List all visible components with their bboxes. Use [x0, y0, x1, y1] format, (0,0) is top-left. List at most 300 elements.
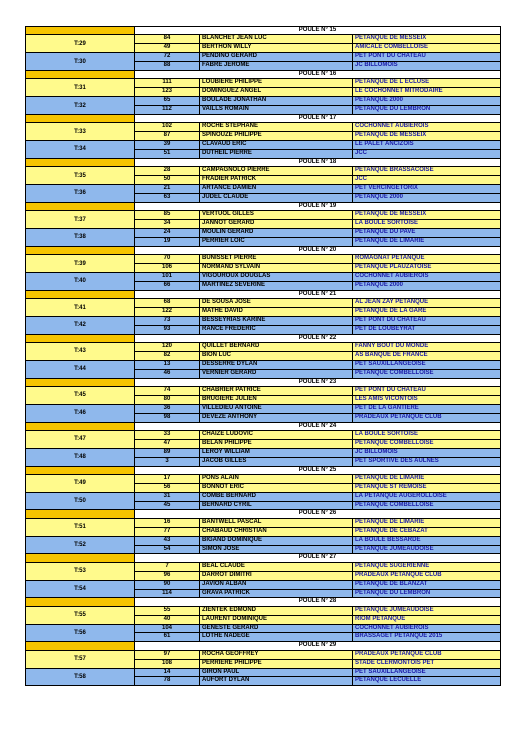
player-number: 101 — [135, 273, 200, 281]
player-number: 120 — [135, 343, 200, 351]
player-number: 47 — [135, 440, 200, 448]
poule-header — [26, 509, 500, 517]
terrain-label: T:51 — [26, 519, 135, 536]
poule-header-left-cell — [26, 291, 135, 298]
player-name: BERTHON WILLY — [200, 44, 353, 52]
table-row — [135, 361, 500, 370]
terrain-rows — [135, 537, 500, 554]
terrain-label: T:55 — [26, 607, 135, 624]
terrain-group — [26, 562, 500, 580]
terrain-group — [26, 78, 500, 96]
table-row — [135, 581, 500, 590]
club-name: LE PALET ANCIZOIS — [355, 141, 414, 148]
club-name: RIOM PETANQUE — [355, 615, 406, 622]
club-name: PET DE LA GANTIERE — [355, 404, 419, 411]
terrain-label: T:31 — [26, 79, 135, 96]
table-row — [135, 484, 500, 492]
poule-title: POULE N° 27 — [135, 554, 500, 561]
terrain-group — [26, 492, 500, 510]
table-row — [135, 651, 500, 660]
terrain-rows — [135, 405, 500, 422]
terrain-label: T:45 — [26, 387, 135, 404]
player-name: BEAL CLAUDE — [200, 563, 353, 571]
player-number: 61 — [135, 633, 200, 641]
terrain-group — [26, 404, 500, 422]
poule-title: POULE N° 26 — [135, 510, 500, 517]
poule-title: POULE N° 28 — [135, 598, 500, 605]
table-row — [135, 343, 500, 352]
terrain-label: T:39 — [26, 255, 135, 272]
poule-header-left-cell — [26, 642, 135, 649]
player-name: JUDEL CLAUDE — [200, 194, 353, 202]
terrain-rows — [135, 185, 500, 202]
table-row — [135, 458, 500, 466]
poule-title: POULE N° 17 — [135, 115, 500, 122]
player-name: COMBE BERNARD — [200, 493, 353, 501]
poule-header — [26, 641, 500, 649]
player-number: 40 — [135, 616, 200, 624]
player-number: 24 — [135, 229, 200, 237]
player-name: ARTANCE DAMIEN — [200, 185, 353, 193]
terrain-label: T:49 — [26, 475, 135, 492]
terrain-label: T:34 — [26, 141, 135, 158]
player-name: RANCE FRÉDERIC — [200, 326, 353, 334]
player-number: 19 — [135, 238, 200, 246]
terrain-group — [26, 606, 500, 624]
player-number: 36 — [135, 405, 200, 413]
player-name: DESSERRE DYLAN — [200, 361, 353, 369]
table-row — [135, 176, 500, 184]
table-row — [135, 677, 500, 685]
club-name: PETANQUE SUGERIENNE — [355, 562, 430, 569]
club-name: PETANQUE DU LEMBRON — [355, 589, 431, 596]
table-row — [135, 405, 500, 414]
player-name: BOULADE JONATHAN — [200, 97, 353, 105]
player-name: LAURENT DOMINIQUE — [200, 616, 353, 624]
player-number: 97 — [135, 651, 200, 659]
table-row — [135, 97, 500, 106]
terrain-group — [26, 166, 500, 184]
terrain-label: T:38 — [26, 229, 135, 246]
terrain-label: T:52 — [26, 537, 135, 554]
club-name: PETANQUE 2000 — [355, 281, 403, 288]
terrain-group — [26, 518, 500, 536]
terrain-label: T:41 — [26, 299, 135, 316]
player-name: ROCHA GEOFFREY — [200, 651, 353, 659]
terrain-rows — [135, 53, 500, 70]
terrain-group — [26, 430, 500, 448]
terrain-label: T:40 — [26, 273, 135, 290]
player-name: GENESTE GÉRARD — [200, 625, 353, 633]
player-name: BIGAND DOMINIQUE — [200, 537, 353, 545]
club-name: PETANQUE DE LA GARE — [355, 308, 427, 314]
terrain-rows — [135, 581, 500, 598]
player-number: 122 — [135, 308, 200, 316]
club-name: PETANQUE DU PAVE — [355, 228, 416, 235]
club-name: PETANQUE DE L ECLUSE — [355, 79, 430, 86]
player-number: 49 — [135, 44, 200, 52]
terrain-group — [26, 210, 500, 228]
poule-header — [26, 597, 500, 605]
poule-header-left-cell — [26, 159, 135, 166]
terrain-group — [26, 316, 500, 334]
club-name: COCHONNET AUBIEROIS — [355, 272, 429, 279]
club-name: PETANQUE DE BLANZAT — [355, 580, 428, 587]
player-number: 112 — [135, 106, 200, 114]
poule-title: POULE N° 21 — [135, 291, 500, 298]
poule-title: POULE N° 29 — [135, 642, 500, 649]
terrain-label: T:48 — [26, 449, 135, 466]
poule-header-left-cell — [26, 510, 135, 517]
player-name: LOTHE NADEGE — [200, 633, 353, 641]
player-name: DEVEZE ANTHONY — [200, 414, 353, 422]
club-name: PETANQUE LECUELLE — [355, 677, 422, 684]
table-row — [135, 563, 500, 572]
poule-header — [26, 27, 500, 34]
player-name: QUILLET BERNARD — [200, 343, 353, 351]
terrain-label: T:43 — [26, 343, 135, 360]
player-number: 85 — [135, 211, 200, 219]
terrain-rows — [135, 607, 500, 624]
player-name: BESSEYRIAS KARINE — [200, 317, 353, 325]
player-name: GRAVA PATRICK — [200, 590, 353, 598]
player-number: 74 — [135, 387, 200, 395]
player-name: VILLEDIEU ANTOINE — [200, 405, 353, 413]
terrain-rows — [135, 625, 500, 642]
club-name: PET SAUXILLANGEOISE — [355, 360, 426, 367]
table-row — [135, 79, 500, 88]
poule-title: POULE N° 20 — [135, 247, 500, 254]
player-number: 50 — [135, 176, 200, 184]
table-row — [135, 572, 500, 580]
club-name: LA PETANQUE AUGEROLLOISE — [355, 492, 447, 499]
terrain-rows — [135, 35, 500, 52]
player-number: 72 — [135, 53, 200, 61]
table-row — [135, 387, 500, 396]
player-number: 17 — [135, 475, 200, 483]
club-name: PETANQUE 2000 — [355, 193, 403, 200]
player-number: 63 — [135, 194, 200, 202]
table-row — [135, 220, 500, 228]
player-number: 73 — [135, 317, 200, 325]
player-number: 82 — [135, 352, 200, 360]
poule-title: POULE N° 18 — [135, 159, 500, 166]
poule-title: POULE N° 24 — [135, 423, 500, 430]
player-name: BANTWELL PASCAL — [200, 519, 353, 527]
terrain-rows — [135, 141, 500, 158]
table-row — [135, 519, 500, 528]
club-name: PETANQUE DE MESSEIX — [355, 35, 427, 42]
player-number: 106 — [135, 264, 200, 272]
player-number: 102 — [135, 123, 200, 131]
terrain-group — [26, 140, 500, 158]
club-name: LA BOULE SORTOISE — [355, 220, 419, 227]
player-name: LEROY WILLIAM — [200, 449, 353, 457]
terrain-group — [26, 122, 500, 140]
terrain-rows — [135, 669, 500, 686]
club-name: BRASSAGET PETANQUE 2015 — [355, 633, 443, 640]
table-row — [135, 396, 500, 404]
player-number: 68 — [135, 299, 200, 307]
poule-header — [26, 70, 500, 78]
table-row — [135, 449, 500, 458]
player-number: 104 — [135, 625, 200, 633]
table-row — [135, 590, 500, 598]
terrain-group — [26, 228, 500, 246]
player-number: 45 — [135, 502, 200, 510]
table-row — [135, 141, 500, 150]
terrain-group — [26, 386, 500, 404]
club-name: PETANQUE COMBELLOISE — [355, 439, 434, 446]
table-row — [135, 211, 500, 220]
club-name: LA BOULE BESSARDE — [355, 536, 421, 543]
player-number: 93 — [135, 326, 200, 334]
poule-header-left-cell — [26, 379, 135, 386]
player-name: SPINOUZE PHILIPPE — [200, 132, 353, 140]
table-row — [135, 352, 500, 360]
player-name: CHABAUD CHRISTIAN — [200, 528, 353, 536]
table-row — [135, 282, 500, 290]
player-number: 56 — [135, 484, 200, 492]
table-row — [135, 194, 500, 202]
terrain-rows — [135, 387, 500, 404]
player-name: FABRE JÉROME — [200, 62, 353, 70]
terrain-label: T:56 — [26, 625, 135, 642]
terrain-rows — [135, 211, 500, 228]
player-number: 78 — [135, 677, 200, 685]
player-name: DE SOUSA JOSÉ — [200, 299, 353, 307]
player-name: JANNOT GÉRARD — [200, 220, 353, 228]
terrain-label: T:57 — [26, 651, 135, 668]
player-name: LOUBIERE PHILIPPE — [200, 79, 353, 87]
poule-header-left-cell — [26, 27, 135, 34]
player-number: 14 — [135, 669, 200, 677]
terrain-rows — [135, 255, 500, 272]
terrain-label: T:35 — [26, 167, 135, 184]
club-name: PRADEAUX PETANQUE CLUB — [355, 413, 442, 420]
player-name: FRADIER PATRICK — [200, 176, 353, 184]
poule-header-left-cell — [26, 203, 135, 210]
poule-header — [26, 422, 500, 430]
player-name: VERNIER GÉRARD — [200, 370, 353, 378]
table-row — [135, 616, 500, 624]
club-name: PETANQUE JUMEAUDOISE — [355, 545, 434, 552]
terrain-group — [26, 96, 500, 114]
poule-header-left-cell — [26, 467, 135, 474]
terrain-rows — [135, 167, 500, 184]
club-name: PET PONT DU CHATEAU — [355, 387, 426, 394]
player-number: 80 — [135, 396, 200, 404]
terrain-rows — [135, 493, 500, 510]
player-name: PERRIER LOÏC — [200, 238, 353, 246]
terrain-group — [26, 448, 500, 466]
player-number: 98 — [135, 414, 200, 422]
player-name: MOULIN GÉRARD — [200, 229, 353, 237]
player-name: PONS ALAIN — [200, 475, 353, 483]
player-number: 31 — [135, 493, 200, 501]
club-name: LES AMIS VICONTOIS — [355, 395, 418, 402]
terrain-label: T:36 — [26, 185, 135, 202]
player-number: 114 — [135, 590, 200, 598]
terrain-rows — [135, 431, 500, 448]
player-name: MARTINEZ SÉVERINE — [200, 282, 353, 290]
player-name: BLANCHET JEAN LUC — [200, 35, 353, 43]
poule-header — [26, 246, 500, 254]
club-name: PET VERCINGETORIX — [355, 185, 418, 192]
player-number: 87 — [135, 132, 200, 140]
table-row — [135, 167, 500, 176]
club-name: PRADEAUX PETANQUE CLUB — [355, 571, 442, 578]
terrain-group — [26, 52, 500, 70]
club-name: PETANQUE BRASSACOISE — [355, 167, 434, 174]
poule-header-left-cell — [26, 115, 135, 122]
terrain-group — [26, 34, 500, 52]
club-name: PETANQUE JUMEAUDOISE — [355, 606, 434, 613]
player-name: DOMINGUEZ ANGEL — [200, 88, 353, 96]
club-name: AMICALE COMBELLOISE — [355, 44, 428, 51]
terrain-rows — [135, 519, 500, 536]
terrain-group — [26, 342, 500, 360]
player-number: 28 — [135, 167, 200, 175]
player-name: AUFORT DYLAN — [200, 677, 353, 685]
poule-header — [26, 290, 500, 298]
player-number: 88 — [135, 62, 200, 70]
player-name: MATHE DAVID — [200, 308, 353, 316]
club-name: PETANQUE DE LIMARIE — [355, 237, 425, 244]
table-row — [135, 106, 500, 114]
terrain-rows — [135, 317, 500, 334]
player-number: 3 — [135, 458, 200, 466]
club-name: PETANQUE DE LIMARIE — [355, 474, 425, 481]
player-name: VERTUOL GILLES — [200, 211, 353, 219]
club-name: ROMAGNAT PETANQUE — [355, 255, 425, 262]
player-name: JACOB GILLES — [200, 458, 353, 466]
player-number: 33 — [135, 431, 200, 439]
player-number: 70 — [135, 255, 200, 263]
table-row — [135, 440, 500, 448]
player-name: BUNISSET PIERRE — [200, 255, 353, 263]
terrain-group — [26, 360, 500, 378]
terrain-group — [26, 580, 500, 598]
club-name: AL JEAN ZAY PETANQUE — [355, 299, 429, 306]
club-name: PETANQUE DE LIMARIE — [355, 518, 425, 525]
terrain-label: T:53 — [26, 563, 135, 580]
poule-title: POULE N° 15 — [135, 27, 500, 34]
poule-title: POULE N° 25 — [135, 467, 500, 474]
terrain-group — [26, 624, 500, 642]
terrain-label: T:54 — [26, 581, 135, 598]
table-row — [135, 53, 500, 62]
table-row — [135, 264, 500, 272]
player-number: 46 — [135, 370, 200, 378]
player-number: 77 — [135, 528, 200, 536]
club-name: PETANQUE DU LEMBRON — [355, 106, 431, 113]
poule-header-left-cell — [26, 554, 135, 561]
player-name: GIRON PAUL — [200, 669, 353, 677]
player-number: 39 — [135, 141, 200, 149]
player-name: BELAN PHILIPPE — [200, 440, 353, 448]
table-row — [135, 528, 500, 536]
player-name: ROCHE STÉPHANE — [200, 123, 353, 131]
club-name: FANNY BOUT DU MONDE — [355, 343, 429, 350]
club-name: STADE CLERMONTOIS PET — [355, 659, 435, 666]
club-name: LE COCHONNET MITRODAIRE — [355, 88, 443, 95]
table-row — [135, 150, 500, 158]
poule-header — [26, 466, 500, 474]
player-number: 16 — [135, 519, 200, 527]
table-row — [135, 273, 500, 282]
player-number: 65 — [135, 97, 200, 105]
player-name: BION LUC — [200, 352, 353, 360]
table-row — [135, 132, 500, 140]
player-number: 13 — [135, 361, 200, 369]
poule-header-left-cell — [26, 247, 135, 254]
poule-title: POULE N° 19 — [135, 203, 500, 210]
terrain-rows — [135, 449, 500, 466]
table-row — [135, 475, 500, 484]
poule-header — [26, 553, 500, 561]
poule-header — [26, 114, 500, 122]
table-row — [135, 326, 500, 334]
terrain-label: T:47 — [26, 431, 135, 448]
club-name: PET PONT DU CHATEAU — [355, 53, 426, 60]
club-name: PETANQUE ST REMOISE — [355, 483, 427, 490]
player-name: NORMAND SYLVAIN — [200, 264, 353, 272]
terrain-rows — [135, 299, 500, 316]
table-row — [135, 537, 500, 546]
terrain-label: T:37 — [26, 211, 135, 228]
table-row — [135, 660, 500, 668]
terrain-label: T:50 — [26, 493, 135, 510]
poule-title: POULE N° 22 — [135, 335, 500, 342]
table-row — [135, 317, 500, 326]
terrain-label: T:29 — [26, 35, 135, 52]
table-row — [135, 35, 500, 44]
player-name: PENDINO GERARD — [200, 53, 353, 61]
player-name: DUTHEIL PIERRE — [200, 150, 353, 158]
player-name: CAMPAGNOLO PIERRE — [200, 167, 353, 175]
club-name: LA BOULE SORTOISE — [355, 430, 419, 437]
club-name: PET DE LOUBEYRAT — [355, 325, 416, 332]
table-row — [135, 370, 500, 378]
table-row — [135, 493, 500, 502]
terrain-rows — [135, 79, 500, 96]
terrain-label: T:32 — [26, 97, 135, 114]
club-name: COCHONNET AUBIEROIS — [355, 624, 429, 631]
table-row — [135, 185, 500, 194]
table-row — [135, 502, 500, 510]
club-name: PETANQUE DE MESSEIX — [355, 132, 427, 139]
player-name: JAVION ALBAN — [200, 581, 353, 589]
player-name: PERRIERE PHILIPPE — [200, 660, 353, 668]
player-number: 21 — [135, 185, 200, 193]
poule-title: POULE N° 16 — [135, 71, 500, 78]
player-number: 55 — [135, 607, 200, 615]
poule-header — [26, 378, 500, 386]
terrain-rows — [135, 123, 500, 140]
terrain-group — [26, 650, 500, 668]
player-name: BERNARD CYRIL — [200, 502, 353, 510]
terrain-group — [26, 184, 500, 202]
poule-table — [25, 26, 501, 686]
club-name: PETANQUE COMBELLOISE — [355, 369, 434, 376]
table-row — [135, 546, 500, 554]
poule-title: POULE N° 23 — [135, 379, 500, 386]
club-name: PETANQUE 2000 — [355, 97, 403, 104]
player-number: 90 — [135, 581, 200, 589]
terrain-rows — [135, 563, 500, 580]
terrain-group — [26, 536, 500, 554]
